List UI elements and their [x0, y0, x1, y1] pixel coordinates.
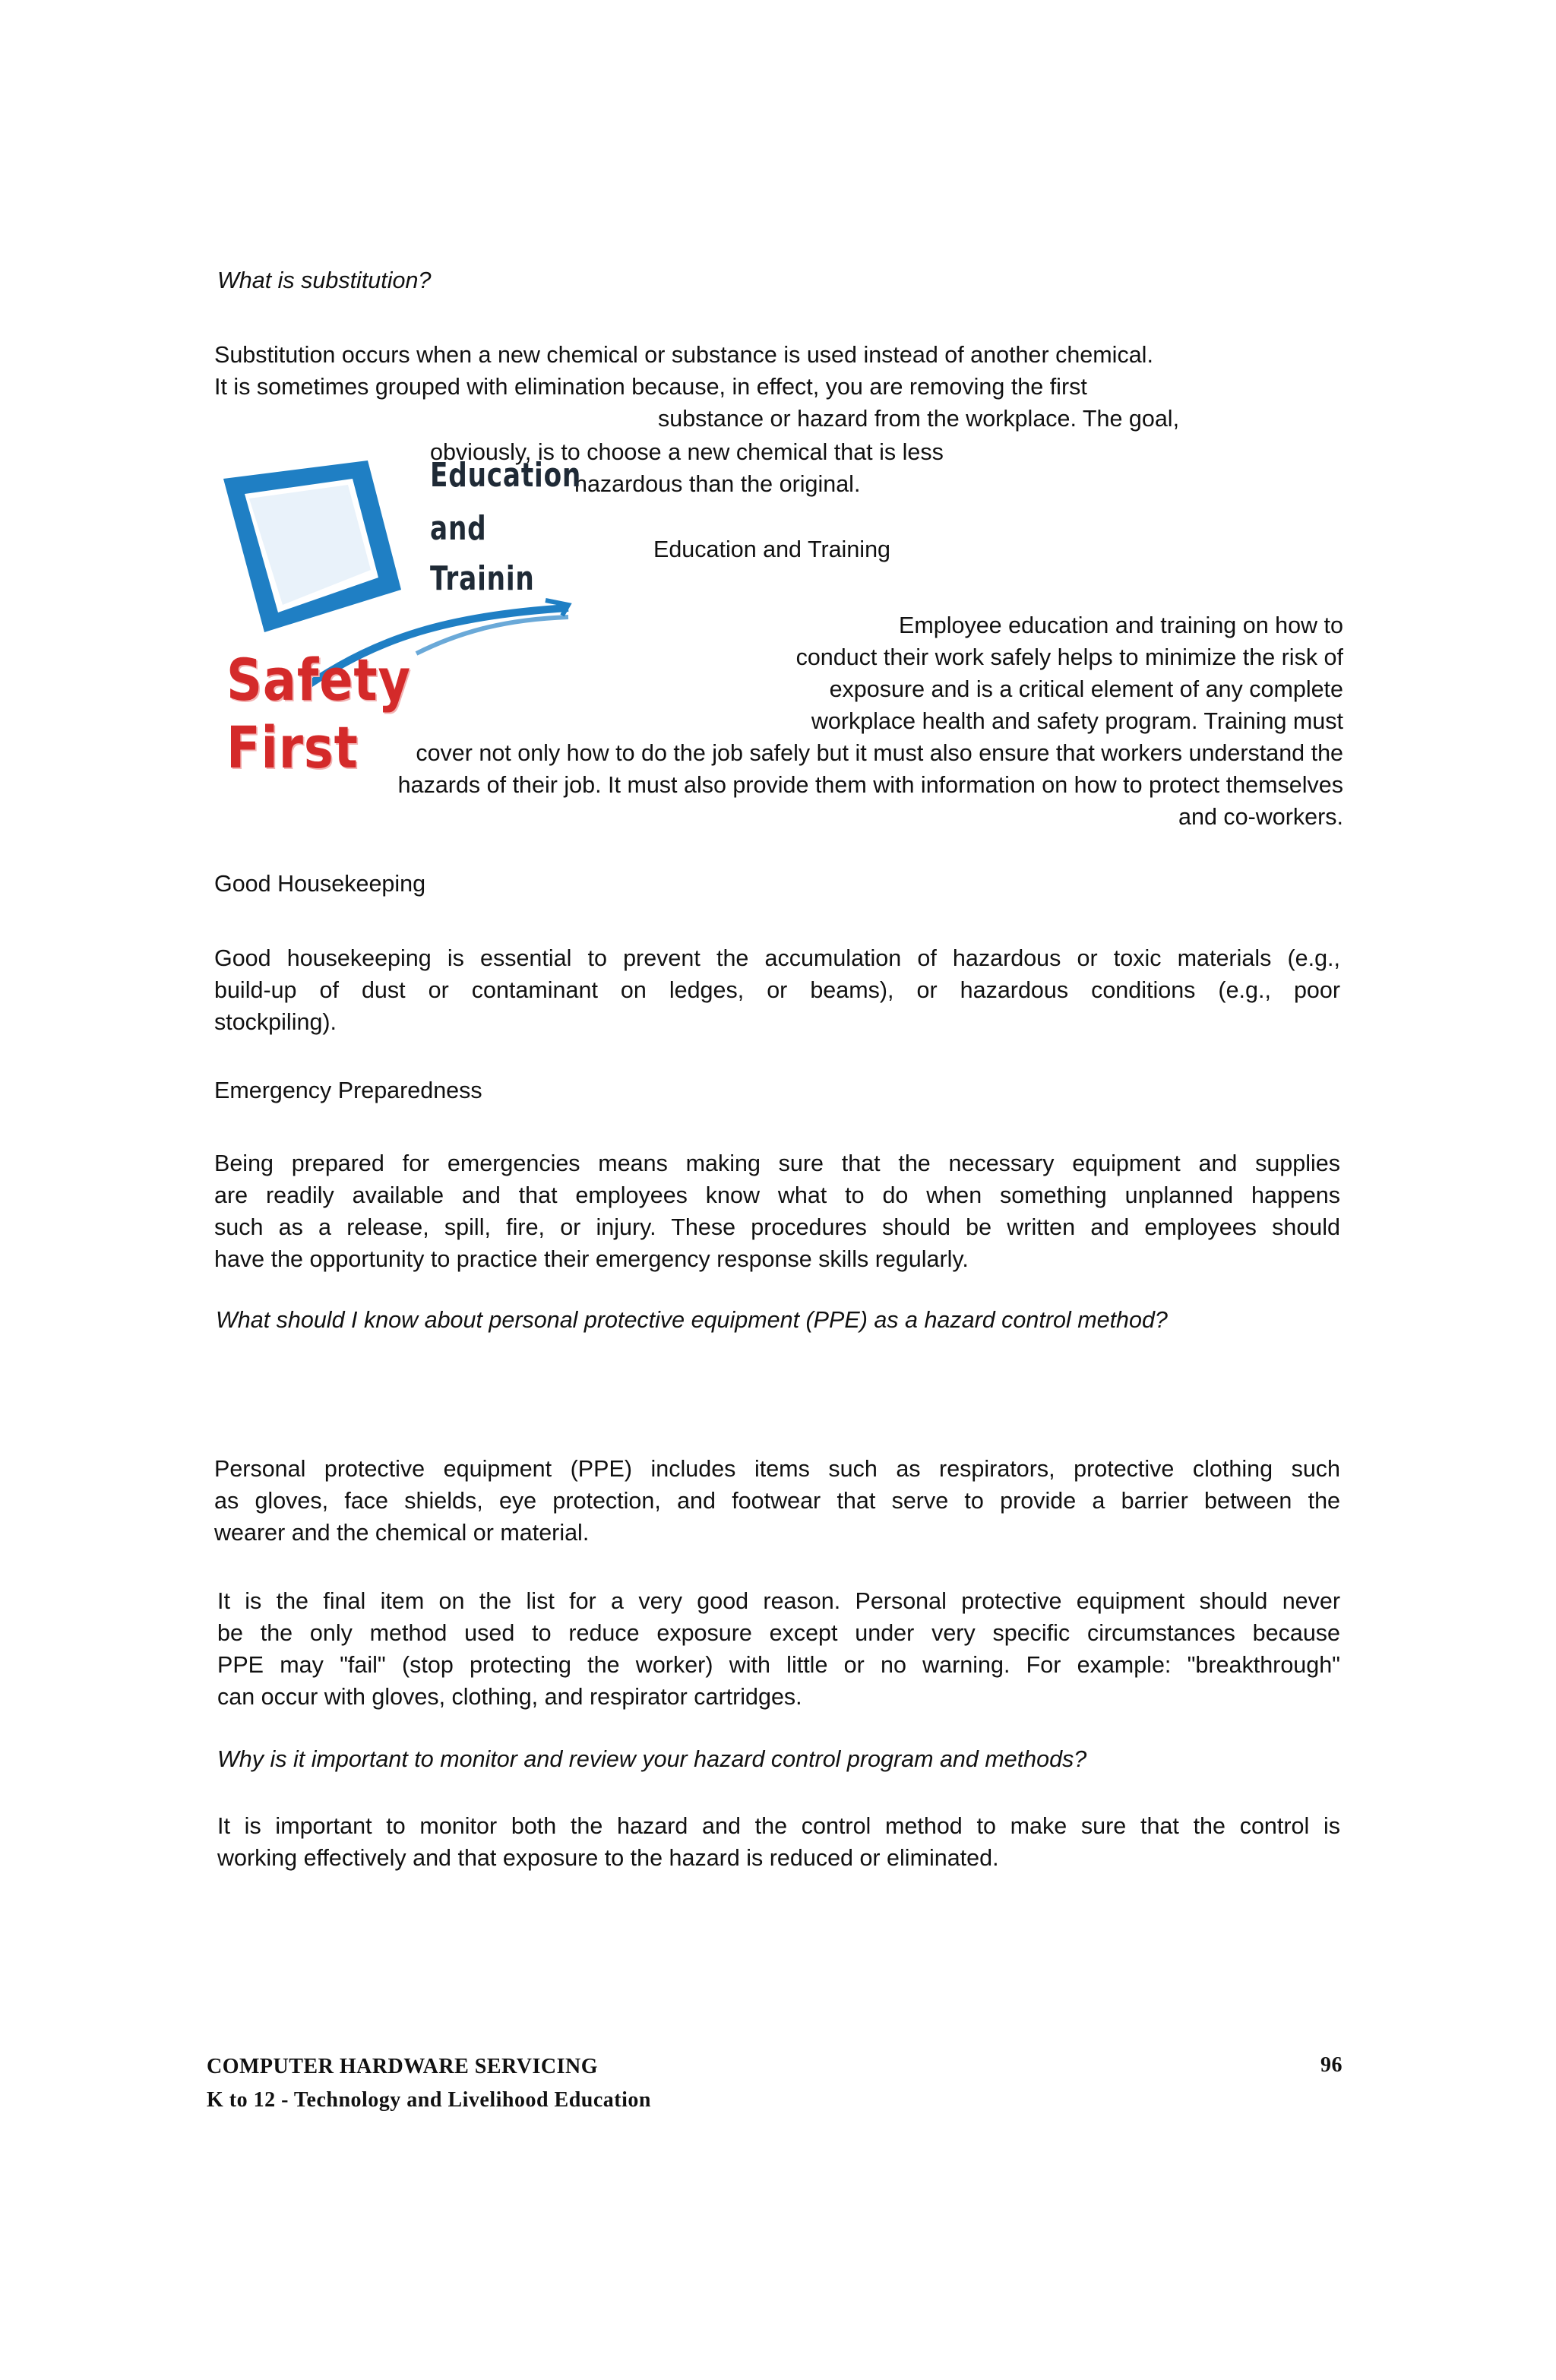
ppe2-line-3: PPE may "fail" (stop protecting the worker) with little or no warning. For example: "breakthrough" [217, 1652, 1340, 1678]
heading-good-housekeeping: Good Housekeeping [214, 871, 426, 897]
substitution-line-3: substance or hazard from the workplace. The goal, [658, 406, 1180, 432]
housekeeping-line-2: build-up of dust or contaminant on ledges, or beams), or hazardous conditions (e.g., poor [214, 977, 1340, 1003]
footer-subtitle: K to 12 - Technology and Livelihood Education [207, 2088, 651, 2112]
image-word-training: Trainin [430, 559, 535, 598]
edu-line-6: hazards of their job. It must also provide them with information on how to protect themselves [397, 772, 1343, 798]
emergency-line-4: have the opportunity to practice their emergency response skills regularly. [214, 1246, 969, 1272]
housekeeping-line-3: stockpiling). [214, 1009, 337, 1035]
ppe-line-2: as gloves, face shields, eye protection, and footwear that serve to provide a barrier between the [214, 1488, 1340, 1514]
safety-first-text: Safety First [226, 646, 411, 781]
ppe-line-1: Personal protective equipment (PPE) includes items such as respirators, protective clothing such [214, 1456, 1340, 1482]
ppe2-line-4: can occur with gloves, clothing, and respirator cartridges. [217, 1684, 802, 1710]
edu-line-5: cover not only how to do the job safely but it must also ensure that workers understand the [416, 740, 1343, 766]
ppe2-line-2: be the only method used to reduce exposure except under very specific circumstances because [217, 1620, 1340, 1646]
substitution-line-1: Substitution occurs when a new chemical or substance is used instead of another chemical. [214, 342, 1153, 368]
emergency-paragraph [214, 1147, 1340, 1275]
heading-emergency-preparedness: Emergency Preparedness [214, 1078, 482, 1103]
question-ppe: What should I know about personal protective equipment (PPE) as a hazard control method? [216, 1307, 1168, 1333]
housekeeping-line-1: Good housekeeping is essential to prevent the accumulation of hazardous or toxic materials (e.g., [214, 945, 1340, 971]
ppe-paragraph-2 [217, 1585, 1340, 1713]
edu-line-1: Employee education and training on how to [899, 612, 1343, 638]
emergency-line-3: such as a release, spill, fire, or injury. These procedures should be written and employees should [214, 1214, 1340, 1240]
edu-line-3: exposure and is a critical element of any complete [829, 676, 1343, 702]
question-substitution: What is substitution? [217, 267, 432, 293]
emergency-line-1: Being prepared for emergencies means making sure that the necessary equipment and supplies [214, 1150, 1340, 1176]
edu-line-4: workplace health and safety program. Training must [811, 708, 1343, 734]
ppe-paragraph [214, 1453, 1340, 1549]
edu-line-7: and co-workers. [1178, 804, 1343, 830]
question-monitor: Why is it important to monitor and review your hazard control program and methods? [217, 1746, 1087, 1772]
image-word-and: and [430, 509, 487, 548]
page-number: 96 [1320, 2053, 1343, 2077]
ppe-line-3: wearer and the chemical or material. [214, 1520, 590, 1546]
image-word-education: Education [430, 456, 582, 495]
safety-first-illustration [219, 456, 582, 781]
edu-line-2: conduct their work safely helps to minimize the risk of [795, 644, 1343, 670]
substitution-line-2: It is sometimes grouped with elimination because, in effect, you are removing the first [214, 374, 1087, 400]
monitor-paragraph [217, 1810, 1340, 1874]
ppe2-line-1: It is the final item on the list for a very good reason. Personal protective equipment should never [217, 1588, 1340, 1614]
emergency-line-2: are readily available and that employees know what to do when something unplanned happens [214, 1182, 1340, 1208]
housekeeping-paragraph [214, 942, 1340, 1038]
monitor-line-2: working effectively and that exposure to the hazard is reduced or eliminated. [217, 1845, 999, 1871]
substitution-line-5: hazardous than the original. [574, 471, 861, 497]
heading-education-training: Education and Training [653, 536, 890, 562]
footer-title: COMPUTER HARDWARE SERVICING [207, 2055, 598, 2078]
monitor-line-1: It is important to monitor both the hazard and the control method to make sure that the control is [217, 1813, 1340, 1839]
substitution-line-4: obviously, is to choose a new chemical that is less [430, 439, 944, 465]
